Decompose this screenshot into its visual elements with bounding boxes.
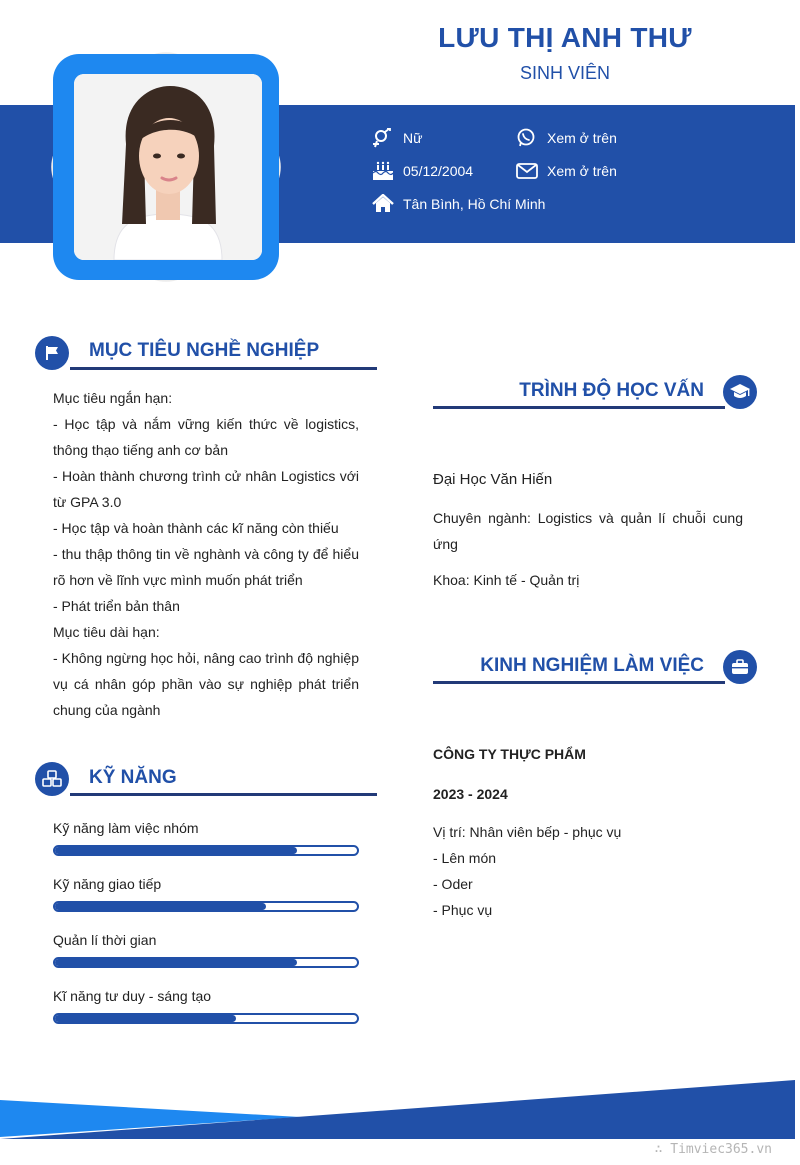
home-icon — [372, 194, 394, 214]
objective-line: - Không ngừng học hỏi, nâng cao trình độ nghiệp vụ cá nhân góp phần vào sự nghiệp phát triển chung của ngành — [53, 650, 359, 718]
address-value: Tân Bình, Hồ Chí Minh — [403, 196, 546, 212]
experience-task: - Phục vụ — [433, 902, 493, 918]
briefcase-icon — [723, 650, 757, 684]
experience-task: - Lên món — [433, 850, 497, 866]
objective-line: - thu thập thông tin về nghành và công ty để hiểu rõ hơn về lĩnh vực mình muốn phát triển — [53, 546, 359, 588]
skill-label: Quản lí thời gian — [53, 932, 157, 948]
skill-label: Kỹ năng làm việc nhóm — [53, 820, 199, 836]
birthday-value: 05/12/2004 — [403, 163, 474, 179]
brand-watermark: ∴ Timviec365.vn — [654, 1142, 772, 1157]
info-phone — [516, 128, 617, 148]
objective-line: - Hoàn thành chương trình cử nhân Logistics với từ GPA 3.0 — [53, 468, 359, 510]
envelope-icon — [516, 161, 538, 181]
education-faculty: Khoa: Kinh tế - Quản trị — [433, 572, 580, 588]
skill-bar — [53, 1013, 359, 1024]
experience-period: 2023 - 2024 — [433, 786, 508, 802]
objective-line: - Học tập và nắm vững kiến thức về logistics, thông thạo tiếng anh cơ bản — [53, 416, 359, 458]
candidate-name: LƯU THỊ ANH THƯ — [438, 22, 692, 53]
avatar-frame — [26, 27, 306, 307]
education-major: Chuyên ngành: Logistics và quản lí chuỗi cung ứng — [433, 510, 743, 552]
objective-line: - Học tập và hoàn thành các kĩ năng còn thiếu — [53, 520, 339, 536]
avatar — [74, 74, 262, 260]
education-underline — [433, 406, 725, 409]
skill-bar-fill — [55, 903, 266, 910]
skill-label: Kĩ năng tư duy - sáng tạo — [53, 988, 212, 1004]
objective-underline — [70, 367, 377, 370]
skill-bar-fill — [55, 1015, 236, 1022]
objective-title: MỤC TIÊU NGHỀ NGHIỆP — [89, 340, 320, 361]
skills-underline — [70, 793, 377, 796]
skill-bar — [53, 957, 359, 968]
info-gender — [372, 128, 422, 148]
education-title: TRÌNH ĐỘ HỌC VẤN — [519, 380, 704, 401]
skill-bar-fill — [55, 847, 297, 854]
skill-label: Kỹ năng giao tiếp — [53, 876, 162, 892]
cake-icon — [372, 161, 394, 181]
skill-bar — [53, 845, 359, 856]
whatsapp-icon — [516, 128, 538, 148]
experience-title: KINH NGHIỆM LÀM VIỆC — [480, 655, 704, 676]
objective-line: - Phát triển bản thân — [53, 598, 180, 614]
footer-wave — [0, 1075, 800, 1145]
blocks-icon — [35, 762, 69, 796]
experience-company: CÔNG TY THỰC PHẨM — [433, 746, 586, 762]
skill-bar-fill — [55, 959, 297, 966]
experience-position: Vị trí: Nhân viên bếp - phục vụ — [433, 824, 622, 840]
phone-value[interactable]: Xem ở trên — [547, 130, 617, 146]
gender-value: Nữ — [403, 130, 423, 146]
graduation-cap-icon — [723, 375, 757, 409]
skills-title: KỸ NĂNG — [89, 767, 177, 788]
flag-icon — [35, 336, 69, 370]
candidate-role: SINH VIÊN — [519, 63, 611, 83]
objective-line: Mục tiêu dài hạn: — [53, 624, 160, 640]
info-birthday — [372, 161, 473, 181]
email-value[interactable]: Xem ở trên — [547, 163, 617, 179]
info-email — [516, 161, 617, 181]
objective-line: Mục tiêu ngắn hạn: — [53, 390, 173, 406]
experience-underline — [433, 681, 725, 684]
education-school: Đại Học Văn Hiến — [433, 471, 553, 488]
experience-task: - Oder — [433, 876, 473, 892]
info-address — [372, 194, 545, 214]
skill-bar — [53, 901, 359, 912]
gender-female-icon — [372, 128, 394, 148]
